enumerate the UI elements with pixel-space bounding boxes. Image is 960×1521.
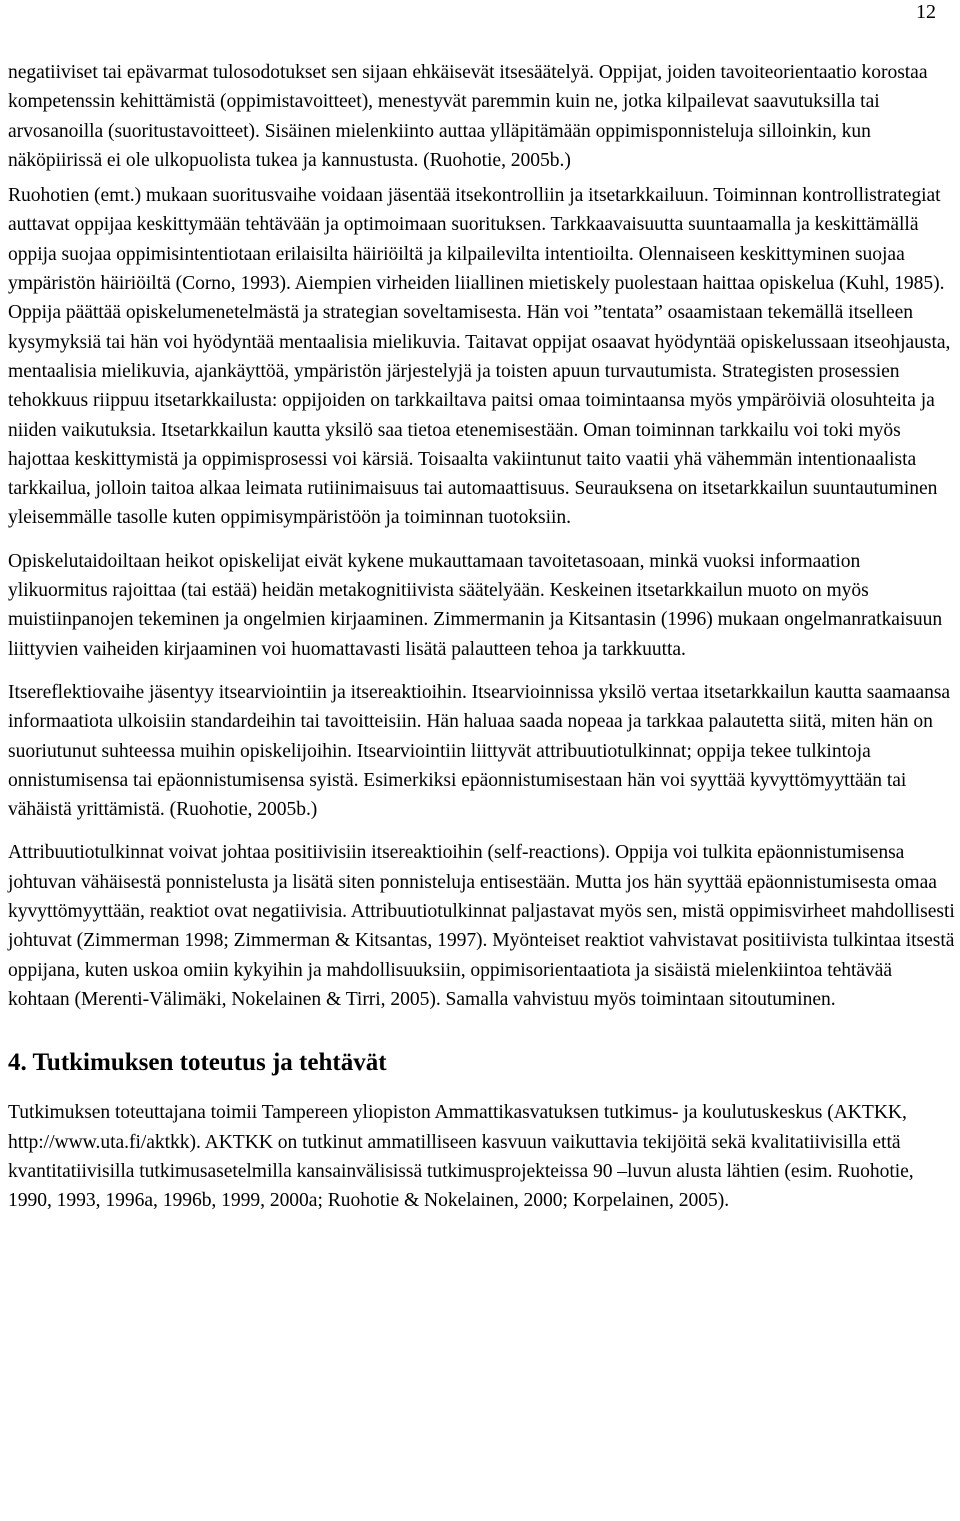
- paragraph-3: Opiskelutaidoiltaan heikot opiskelijat eivät kykene mukauttamaan tavoitetasoaan, minkä vuoksi informaation ylikuormitus rajoittaa (tai estää) heidän metakognitiivista säätelyään. Keskeinen itsetarkkailun muoto on myös muistiinpanojen tekeminen ja ongelmien kirjaaminen. Zimmermanin ja Kitsantasin (1996) mukaan ongelmanratkaisuun liittyvien vaiheiden kirjaaminen voi huomattavasti lisätä palautteen tehoa ja tarkkuutta.: [8, 550, 943, 660]
- section-heading: 4. Tutkimuksen toteutus ja tehtävät: [8, 1049, 387, 1077]
- paragraph-2: Ruohotien (emt.) mukaan suoritusvaihe voidaan jäsentää itsekontrolliin ja itsetarkkailuun. Toiminnan kontrollistrategiat auttavat oppijaa keskittymään tehtävään ja optimoimaan suorituksen. Tarkkaavaisuutta suuntaamalla ja keskittämällä oppija suojaa oppimisintentiotaan erilaisilta häiriöiltä ja kilpailevilta intentioilta. Olennaiseen keskittyminen suojaa ympäristön häiriöiltä (Corno, 1993). Aiempien virheiden liiallinen mietiskely puolestaan haittaa opiskelua (Kuhl, 1985). Oppija päättää opiskelumenetelmästä ja strategian soveltamisesta. Hän voi ”tentata” osaamistaan tekemällä itselleen kysymyksiä tai hän voi hyödyntää mentaalisia mielikuvia. Taitavat oppijat osaavat hyödyntää opiskelussaan itseohjausta, mentaalisia mielikuvia, ajankäyttöä, ympäristön järjestelyjä ja toisten apuun turvautumista. Strategisten prosessien tehokkuus riippuu itsetarkkailusta: oppijoiden on tarkkailtava paitsi omaa toimintaansa myös ympäröiviä olosuhteita ja niiden vaikutuksia. Itsetarkkailun kautta yksilö saa tietoa etenemisestään. Oman toiminnan tarkkailu voi toki myös hajottaa keskittymistä ja oppimisprosessi voi kärsiä. Toisaalta vakiintunut taito vaatii yhä vähemmän intentionaalista tarkkailua, jolloin taitoa alkaa leimata rutiinimaisuus tai automaattisuus. Seurauksena on itsetarkkailun suuntautuminen yleisemmälle tasolle kuten oppimisympäristöön ja toiminnan tuotoksiin.: [8, 185, 951, 529]
- page-number: 12: [916, 1, 936, 23]
- paragraph-5: Attribuutiotulkinnat voivat johtaa positiivisiin itsereaktioihin (self-reactions). Oppija voi tulkita epäonnistumisensa johtuvan vähäisestä ponnistelusta ja lisätä siten ponnisteluja entisestään. Mutta jos hän syyttää epäonnistumisesta omaa kyvyttömyyttään, reaktiot ovat negatiivisia. Attribuutiotulkinnat paljastavat myös sen, mistä oppimisvirheet mahdollisesti johtuvat (Zimmerman 1998; Zimmerman & Kitsantas, 1997). Myönteiset reaktiot vahvistavat positiivista tulkintaa itsestä oppijana, kuten uskoa omiin kykyihin ja mahdollisuuksiin, oppimisorientaatiota ja sisäistä mielenkiintoa tehtävää kohtaan (Merenti-Välimäki, Nokelainen & Tirri, 2005). Samalla vahvistuu myös toimintaan sitoutuminen.: [8, 842, 955, 1010]
- paragraph-1: negatiiviset tai epävarmat tulosodotukset sen sijaan ehkäisevät itsesäätelyä. Oppijat, joiden tavoiteorientaatio korostaa kompetenssin kehittämistä (oppimistavoitteet), menestyvät paremmin kuin ne, jotka kilpailevat saavutuksilla tai arvosanoilla (suoritustavoitteet). Sisäinen mielenkiinto auttaa ylläpitämään oppimisponnisteluja silloinkin, kun näköpiirissä ei ole ulkopuolista tukea ja kannustusta. (Ruohotie, 2005b.): [8, 62, 928, 171]
- paragraph-4: Itsereflektiovaihe jäsentyy itsearviointiin ja itsereaktioihin. Itsearvioinnissa yksilö vertaa itsetarkkailun kautta saamaansa informaatiota ulkoisiin standardeihin tai tavoitteisiin. Hän haluaa saada nopeaa ja tarkkaa palautetta siitä, miten hän on suoriutunut suhteessa muihin opiskelijoihin. Itsearviointiin liittyvät attribuutiotulkinnat; oppija tekee tulkintoja onnistumisensa tai epäonnistumisensa syistä. Esimerkiksi epäonnistumisestaan hän voi syyttää kyvyttömyyttään tai vähäistä yrittämistä. (Ruohotie, 2005b.): [8, 681, 951, 821]
- document-body: [8, 58, 958, 1229]
- section-paragraph: Tutkimuksen toteuttajana toimii Tampereen yliopiston Ammattikasvatuksen tutkimus- ja koulutuskeskus (AKTKK, http://www.uta.fi/aktkk). AKTKK on tutkinut ammatilliseen kasvuun vaikuttavia tekijöitä sekä kvalitatiivisilla että kvantitatiivisilla tutkimusasetelmilla kansainvälisissä tutkimusprojekteissa 90 –luvun alusta lähtien (esim. Ruohotie, 1990, 1993, 1996a, 1996b, 1999, 2000a; Ruohotie & Nokelainen, 2000; Korpelainen, 2005).: [8, 1102, 914, 1212]
